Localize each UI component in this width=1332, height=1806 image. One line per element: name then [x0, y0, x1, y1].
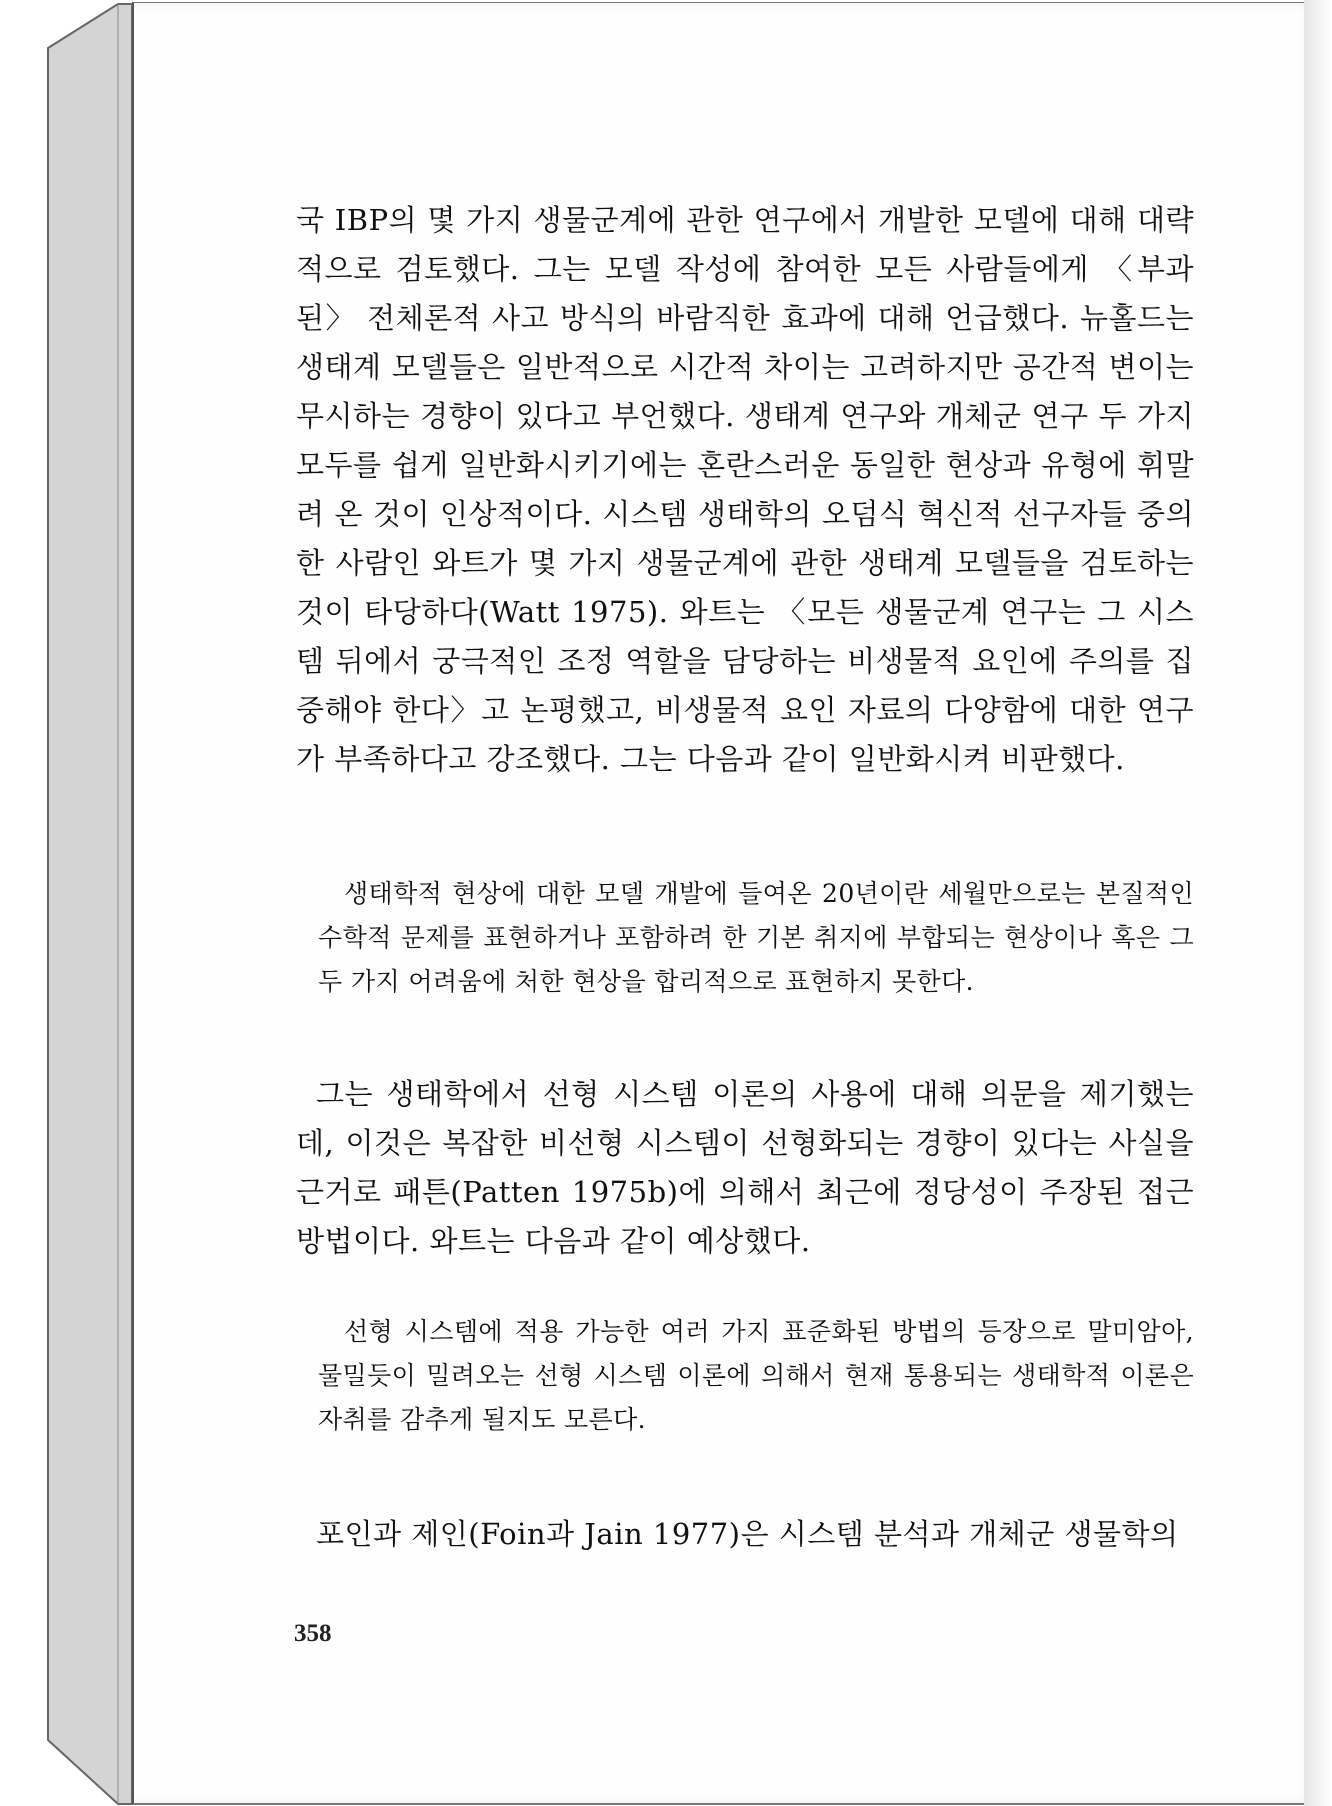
body-paragraph-3: [296, 1510, 1194, 1559]
book-spine-side: [0, 0, 140, 1806]
page-number: 358: [294, 1620, 332, 1647]
body-paragraph-1: [296, 196, 1194, 784]
paragraph-text: 포인과 제인(Foin과 Jain 1977)은 시스템 분석과 개체군 생물학의: [316, 1517, 1179, 1551]
block-quote-1: [296, 872, 1194, 1004]
paragraph-text: 국 IBP의 몇 가지 생물군계에 관한 연구에서 개발한 모델에 대해 대략적으로 검토했다. 그는 모델 작성에 참여한 모든 사람들에게 〈부과된〉 전체론적 사고 방식의 바람직한 효과에 대해 언급했다. 뉴홀드는 생태계 모델들은 일반적으로 시간적 차이는 고려하지만 공간적 변이는 무시하는 경향이 있다고 부언했다. 생태계 연구와 개체군 연구 두 가지 모두를 쉽게 일반화시키기에는 혼란스러운 동일한 현상과 유형에 휘말려 온 것이 인상적이다. 시스템 생태학의 오덤식 혁신적 선구자들 중의 한 사람인 와트가 몇 가지 생물군계에 관한 생태계 모델들을 검토하는 것이 타당하다(Watt 1975). 와트는 〈모든 생물군계 연구는 그 시스템 뒤에서 궁극적인 조정 역할을 담당하는 비생물적 요인에 주의를 집중해야 한다〉고 논평했고, 비생물적 요인 자료의 다양함에 대한 연구가 부족하다고 강조했다. 그는 다음과 같이 일반화시켜 비판했다.: [296, 203, 1194, 776]
block-quote-2: [296, 1310, 1194, 1442]
quote-text: 생태학적 현상에 대한 모델 개발에 들여온 20년이란 세월만으로는 본질적인 수학적 문제를 표현하거나 포함하려 한 기본 취지에 부합되는 현상이나 혹은 그 두 가지 어려움에 처한 현상을 합리적으로 표현하지 못한다.: [318, 879, 1194, 996]
quote-text: 선형 시스템에 적용 가능한 여러 가지 표준화된 방법의 등장으로 말미암아, 물밀듯이 밀려오는 선형 시스템 이론에 의해서 현재 통용되는 생태학적 이론은 자취를 감추게 될지도 모른다.: [318, 1317, 1194, 1434]
page-edge-shadow: [1304, 0, 1332, 1806]
body-paragraph-2: [296, 1070, 1194, 1266]
paragraph-text: 그는 생태학에서 선형 시스템 이론의 사용에 대해 의문을 제기했는데, 이것은 복잡한 비선형 시스템이 선형화되는 경향이 있다는 사실을 근거로 패튼(Patten 1975b)에 의해서 최근에 정당성이 주장된 접근 방법이다. 와트는 다음과 같이 예상했다.: [296, 1077, 1194, 1258]
